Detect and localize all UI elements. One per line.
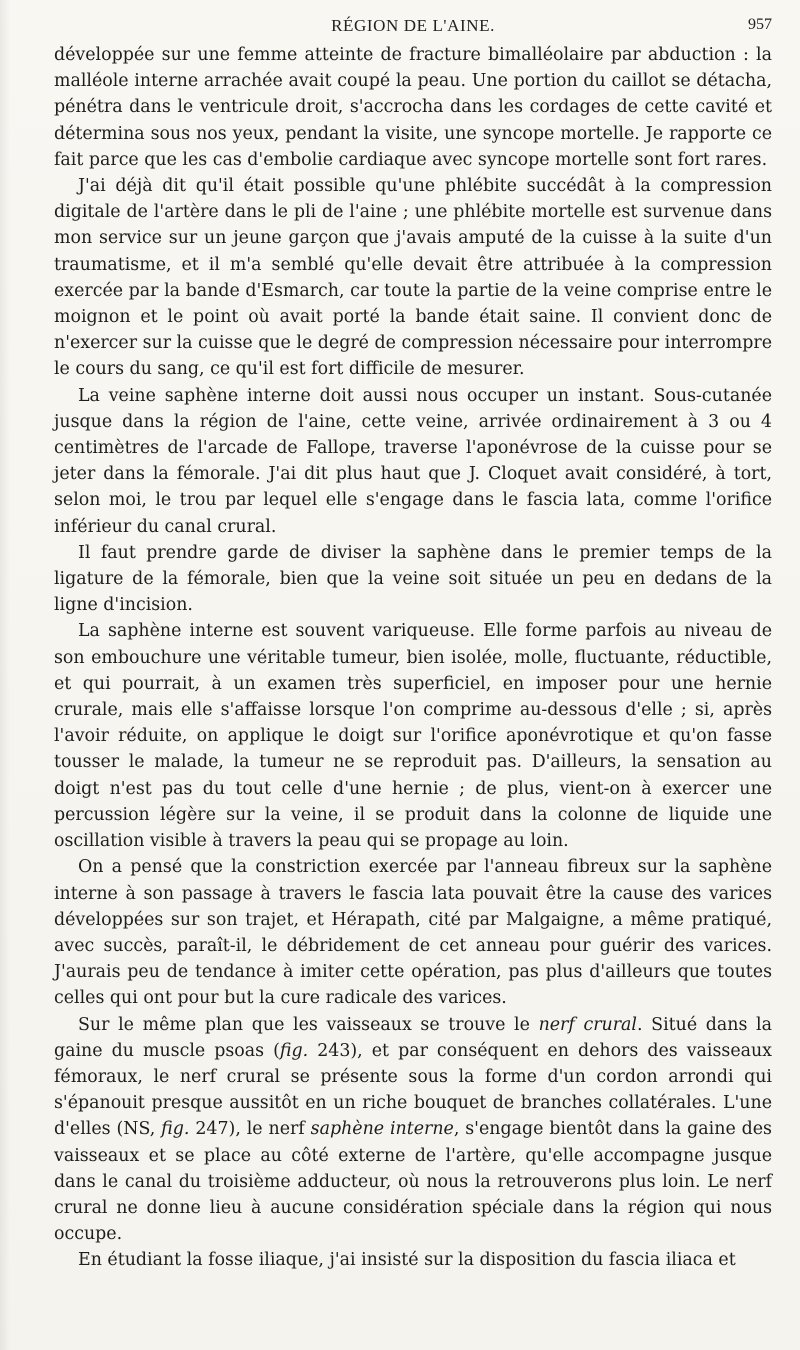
text-run: 247), le nerf xyxy=(189,1119,311,1140)
text-run: 243), et par conséquent en dehors des vaisseaux fémoraux, le nerf crural se présente sous la forme d'un cordon arrondi qui s'épanouit presque aussitôt en un riche bouquet de branches collatérales. L'une d'elles (NS, xyxy=(54,1040,772,1140)
text-run: . Situé dans la gaine du muscle psoas ( xyxy=(54,1014,772,1061)
italic-term-nerf-crural: nerf crural xyxy=(538,1014,637,1035)
page-gutter-shadow xyxy=(0,0,10,1350)
paragraph-embolie-continuation: développée sur une femme atteinte de fracture bimalléolaire par abduction : la malléole interne arrachée avait coupé la peau. Une portion du caillot se détacha, pénétra dans le ventricule droit, s'accrocha dans les cordages de cette cavité et détermina sous nos yeux, pendant la visite, une syncope mortelle. Je rapporte ce fait parce que les cas d'embolie cardiaque avec syncope mortelle sont fort rares. xyxy=(54,45,772,170)
text-column xyxy=(54,42,772,1274)
paragraph-nerf-crural xyxy=(54,1012,772,1248)
italic-fig-ref: fig. xyxy=(279,1040,309,1061)
italic-fig-ref: fig. xyxy=(161,1119,190,1140)
paragraph-constriction: On a pensé que la constriction exercée par l'anneau fibreux sur la saphène interne à son passage à travers le fascia lata pouvait être la cause des varices développées sur son trajet, et Hérapath, cité par Malgaigne, a même pratiqué, avec succès, paraît-il, le débridement de cet anneau pour guérir des varices. J'aurais peu de tendance à imiter cette opération, pas plus d'ailleurs que toutes celles qui ont pour but la cure radicale des varices. xyxy=(54,857,772,1009)
paragraph-ligature: Il faut prendre garde de diviser la saphène dans le premier temps de la ligature de la fémorale, bien que la veine soit située un peu en dedans de la ligne d'incision. xyxy=(54,542,772,616)
running-head: RÉGION DE L'AINE. xyxy=(331,16,495,35)
text-run: Sur le même plan que les vaisseaux se trouve le xyxy=(78,1014,539,1035)
paragraph-saphene-variqueuse: La saphène interne est souvent variqueuse. Elle forme parfois au niveau de son embouchure une véritable tumeur, bien isolée, molle, fluctuante, réductible, et qui pourrait, à un examen très superficiel, en imposer pour une hernie crurale, mais elle s'affaisse lorsque l'on comprime au-dessous d'elle ; si, après l'avoir réduite, on applique le doigt sur l'orifice aponévrotique et qu'on fasse tousser le malade, la tumeur ne se reproduit pas. D'ailleurs, la sensation au doigt n'est pas du tout celle d'une hernie ; de plus, vient-on à exercer une percussion légère sur la veine, il se produit dans la colonne de liquide une oscillation visible à travers la peau qui se propage au loin. xyxy=(54,621,772,852)
italic-term-saphene-interne: saphène interne xyxy=(310,1119,454,1140)
paragraph-veine-saphene: La veine saphène interne doit aussi nous occuper un instant. Sous-cutanée jusque dans la région de l'aine, cette veine, arrivée ordinairement à 3 ou 4 centimètres de l'arcade de Fallope, traverse l'aponévrose de la cuisse pour se jeter dans la fémorale. J'ai dit plus haut que J. Cloquet avait considéré, à tort, selon moi, le trou par lequel elle s'engage dans le fascia lata, comme l'orifice inférieur du canal crural. xyxy=(54,385,772,537)
paragraph-fosse-iliaque: En étudiant la fosse iliaque, j'ai insisté sur la disposition du fascia iliaca et xyxy=(78,1250,736,1271)
page-header xyxy=(54,16,772,44)
page-number: 957 xyxy=(748,16,772,33)
paragraph-phlebite: J'ai déjà dit qu'il était possible qu'une phlébite succédât à la compression digitale de l'artère dans le pli de l'aine ; une phlébite mortelle est survenue dans mon service sur un jeune garçon que j'avais amputé de la cuisse à la suite d'un traumatisme, et il m'a semblé qu'elle devait être attribuée à la compression exercée par la bande d'Esmarch, car toute la partie de la veine comprise entre le moignon et le point où avait porté la bande était saine. Il convient donc de n'exercer sur la cuisse que le degré de compression nécessaire pour interrompre le cours du sang, ce qu'il est fort difficile de mesurer. xyxy=(54,176,772,380)
text-run: , s'engage bientôt dans la gaine des vaisseaux et se place au côté externe de l'artère, qu'elle accompagne jusque dans le canal du troisième adducteur, où nous la retrouverons plus loin. Le nerf crural ne donne lieu à aucune considération spéciale dans la région qui nous occupe. xyxy=(54,1119,772,1245)
